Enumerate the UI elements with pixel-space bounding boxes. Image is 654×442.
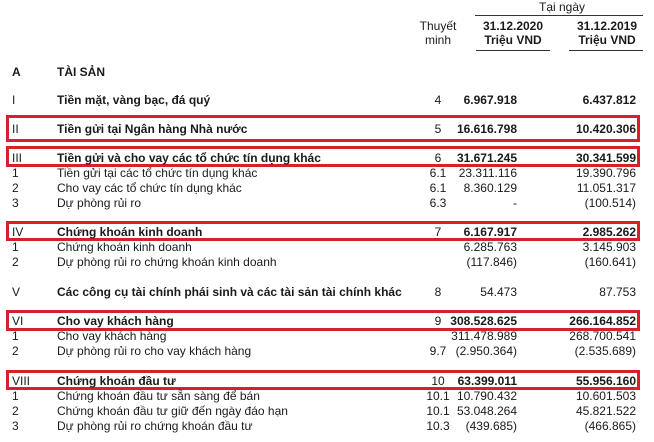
row-label: Cho vay các tổ chức tín dụng khác xyxy=(57,181,242,195)
row-value-2020: 54.473 xyxy=(480,285,517,299)
row-label: Tiền gửi và cho vay các tổ chức tín dụng khác xyxy=(57,151,321,165)
row-value-2020: 6.967.918 xyxy=(463,93,517,107)
col-2020-underline xyxy=(476,50,550,51)
row-note: 6.1 xyxy=(429,166,447,180)
row-value-2019: 45.821.522 xyxy=(575,404,636,418)
row-value-2020: 6.167.917 xyxy=(463,225,517,239)
row-code: IV xyxy=(12,225,24,239)
row-code: 1 xyxy=(12,389,19,403)
header-underline xyxy=(475,15,643,16)
row-note: 5 xyxy=(434,122,442,136)
row-label: Tiền mặt, vàng bạc, đá quý xyxy=(57,93,211,107)
row-value-2019: 87.753 xyxy=(599,285,636,299)
header-col-2020 xyxy=(473,19,553,47)
row-value-2019: 2.985.262 xyxy=(582,225,636,239)
row-code: 2 xyxy=(12,404,19,418)
row-value-2019: (160.641) xyxy=(584,255,636,269)
row-value-2020: - xyxy=(513,196,517,210)
header-minh: minh xyxy=(424,33,451,47)
row-label: Cho vay khách hàng xyxy=(57,314,174,328)
header-unit-2019: Triệu VND xyxy=(578,33,636,47)
row-label: Chứng khoán kinh doanh xyxy=(57,225,203,239)
row-note: 6 xyxy=(434,151,442,165)
section-title: TÀI SẢN xyxy=(57,65,105,79)
row-value-2019: (2.535.689) xyxy=(574,344,636,358)
row-code: II xyxy=(12,122,19,136)
row-value-2019: 268.700.541 xyxy=(569,329,636,343)
col-2019-underline xyxy=(569,50,643,51)
row-label: Dự phòng rủi ro xyxy=(57,196,142,210)
row-label: Chứng khoán đầu tư sẵn sàng để bán xyxy=(57,389,260,403)
row-value-2020: 53.048.264 xyxy=(456,404,517,418)
section-code: A xyxy=(12,65,21,79)
row-label: Chứng khoán kinh doanh xyxy=(57,240,192,254)
header-date-2020: 31.12.2020 xyxy=(482,19,544,33)
header-tai-ngay: Tại ngày xyxy=(538,0,586,14)
row-value-2020: 63.399.011 xyxy=(457,374,517,388)
row-label: Chứng khoán đầu tư giữ đến ngày đáo hạn xyxy=(57,404,288,418)
header-thuyet-minh xyxy=(405,19,471,47)
row-value-2020: 10.790.432 xyxy=(456,389,517,403)
row-note: 6.3 xyxy=(429,196,447,210)
row-code: 3 xyxy=(12,196,19,210)
header-col-2019 xyxy=(566,19,648,47)
row-code: 2 xyxy=(12,255,19,269)
row-label: Chứng khoán đầu tư xyxy=(57,374,176,388)
row-note: 9.7 xyxy=(429,344,447,358)
row-note: 10.1 xyxy=(426,404,450,418)
row-code: 2 xyxy=(12,181,19,195)
row-note: 4 xyxy=(434,93,442,107)
row-code: VIII xyxy=(12,374,31,388)
row-note: 6.1 xyxy=(429,181,447,195)
row-note: 9 xyxy=(434,314,442,328)
row-label: Dự phòng rủi ro chứng khoán đầu tư xyxy=(57,419,253,433)
row-value-2019: 11.051.317 xyxy=(576,181,636,195)
row-value-2019: (100.514) xyxy=(584,196,636,210)
row-label: Tiền gửi tại Ngân hàng Nhà nước xyxy=(57,122,248,136)
header-unit-2020: Triệu VND xyxy=(484,33,542,47)
row-value-2020: (439.685) xyxy=(465,419,517,433)
row-code: I xyxy=(12,93,16,107)
row-value-2019: 19.390.796 xyxy=(575,166,636,180)
row-value-2019: 10.601.503 xyxy=(575,389,636,403)
row-code: VI xyxy=(12,314,24,328)
row-code: 2 xyxy=(12,344,19,358)
row-code: 1 xyxy=(12,166,19,180)
row-value-2019: 3.145.903 xyxy=(582,240,636,254)
row-value-2019: 10.420.306 xyxy=(575,122,636,136)
row-value-2020: 8.360.129 xyxy=(463,181,517,195)
row-code: III xyxy=(12,151,23,165)
header-thuyet: Thuyết xyxy=(419,19,457,33)
header-date-2019: 31.12.2019 xyxy=(576,19,638,33)
row-value-2020: (117.846) xyxy=(466,255,517,269)
row-code: 1 xyxy=(12,240,19,254)
row-note: 8 xyxy=(434,285,442,299)
row-label: Cho vay khách hàng xyxy=(57,329,167,343)
row-value-2020: 308.528.625 xyxy=(450,314,517,328)
row-value-2020: (2.950.364) xyxy=(455,344,517,358)
row-note: 10.1 xyxy=(426,389,450,403)
row-value-2019: 55.956.160 xyxy=(575,374,636,388)
row-note: 7 xyxy=(434,225,442,239)
row-value-2020: 16.616.798 xyxy=(456,122,517,136)
row-value-2019: 266.164.852 xyxy=(569,314,636,328)
row-value-2020: 311.478.989 xyxy=(451,329,517,343)
row-code: 3 xyxy=(12,419,19,433)
row-note: 10 xyxy=(431,374,445,388)
row-code: 1 xyxy=(12,329,19,343)
row-code: V xyxy=(12,285,21,299)
row-label: Các công cụ tài chính phái sinh và các tài sản tài chính khác xyxy=(57,285,402,299)
row-value-2020: 6.285.763 xyxy=(463,240,517,254)
row-value-2019: (466.865) xyxy=(584,419,636,433)
row-value-2020: 23.311.116 xyxy=(458,166,517,180)
row-note: 10.3 xyxy=(426,419,450,433)
row-label: Dự phòng rủi ro chứng khoán kinh doanh xyxy=(57,255,277,269)
row-value-2019: 6.437.812 xyxy=(582,93,636,107)
row-value-2020: 31.671.245 xyxy=(456,151,517,165)
row-label: Dự phòng rủi ro cho vay khách hàng xyxy=(57,344,252,358)
row-value-2019: 30.341.599 xyxy=(575,151,636,165)
row-label: Tiền gửi tại các tổ chức tín dụng khác xyxy=(57,166,258,180)
